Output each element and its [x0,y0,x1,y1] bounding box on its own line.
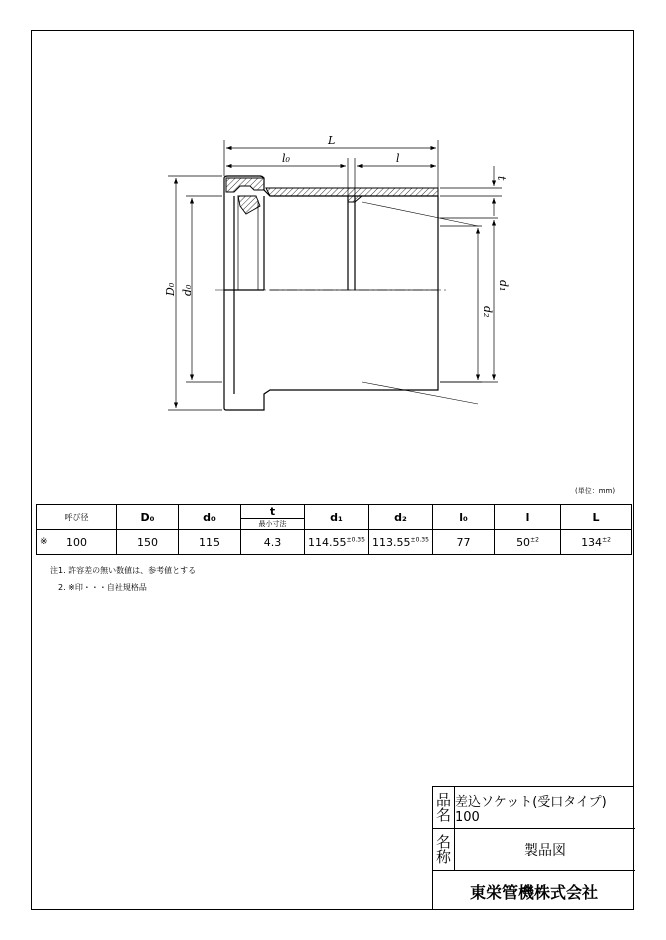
header-d2: d₂ [369,505,433,530]
self-standard-mark: ※ [40,537,48,547]
cell-d1-tol: ±0.35 [346,535,365,543]
drawing-label-1: 名 [435,832,451,851]
cell-L-tol: ±2 [602,535,611,543]
header-nominal: 呼び径 [37,505,117,530]
product-label [433,787,455,828]
cell-L [561,530,632,555]
note-2: 2. ※印・・・自社規格品 [58,583,147,592]
label-l0: l₀ [282,152,290,165]
gasket [238,196,260,214]
cell-t: 4.3 [241,530,305,555]
label-l: l [396,152,400,165]
header-t [241,505,305,530]
cell-L-value: 134 [581,535,603,549]
company-name: 東栄管機株式会社 [469,882,598,902]
notes [50,562,196,596]
header-t-label: t [241,505,304,519]
header-d1: d₁ [305,505,369,530]
product-label-2: 名 [435,805,451,824]
cell-d2 [369,530,433,555]
cell-D0: 150 [117,530,179,555]
header-t-sub: 最小寸法 [258,520,287,528]
header-d0: d₀ [179,505,241,530]
cell-d2-value: 113.55 [372,535,411,549]
wall-section-hatch [266,188,438,202]
table-row [37,530,632,555]
note-1: 注1. 許容差の無い数値は、参考値とする [50,566,197,575]
cell-d1 [305,530,369,555]
dim-d1 [440,218,498,382]
dim-t [440,166,502,216]
header-l: l [495,505,561,530]
cell-l0: 77 [433,530,495,555]
spec-table [36,504,632,555]
cell-nominal [37,530,117,555]
header-D0: D₀ [117,505,179,530]
label-L: L [328,134,336,147]
cell-l [495,530,561,555]
drawing-name: 製品図 [524,842,566,859]
cell-d0: 115 [179,530,241,555]
table-header-row [37,505,632,530]
label-t: t [495,176,508,181]
socket-head-hatch [226,178,264,192]
cell-d2-tol: ±0.35 [410,535,429,543]
header-L: L [561,505,632,530]
drawing-label-2: 称 [435,847,451,866]
product-name: 差込ソケット(受口タイプ) 100 [455,794,607,825]
unit-note: (単位：mm) [575,487,616,495]
label-D0: D₀ [164,282,177,296]
label-d1: d₁ [497,280,510,292]
drawing-label [433,829,455,870]
title-block [432,786,634,910]
cell-l-tol: ±2 [530,535,539,543]
product-name-row [433,787,635,829]
label-d0: d₀ [181,284,194,296]
drawing-name-row [433,829,635,871]
cell-l-value: 50 [516,535,531,549]
dim-d2 [440,226,482,382]
header-l0: l₀ [433,505,495,530]
product-label-1: 品 [435,790,451,809]
cell-nominal-value: 100 [66,535,87,549]
cell-d1-value: 114.55 [308,535,347,549]
label-d2: d₂ [481,306,494,318]
